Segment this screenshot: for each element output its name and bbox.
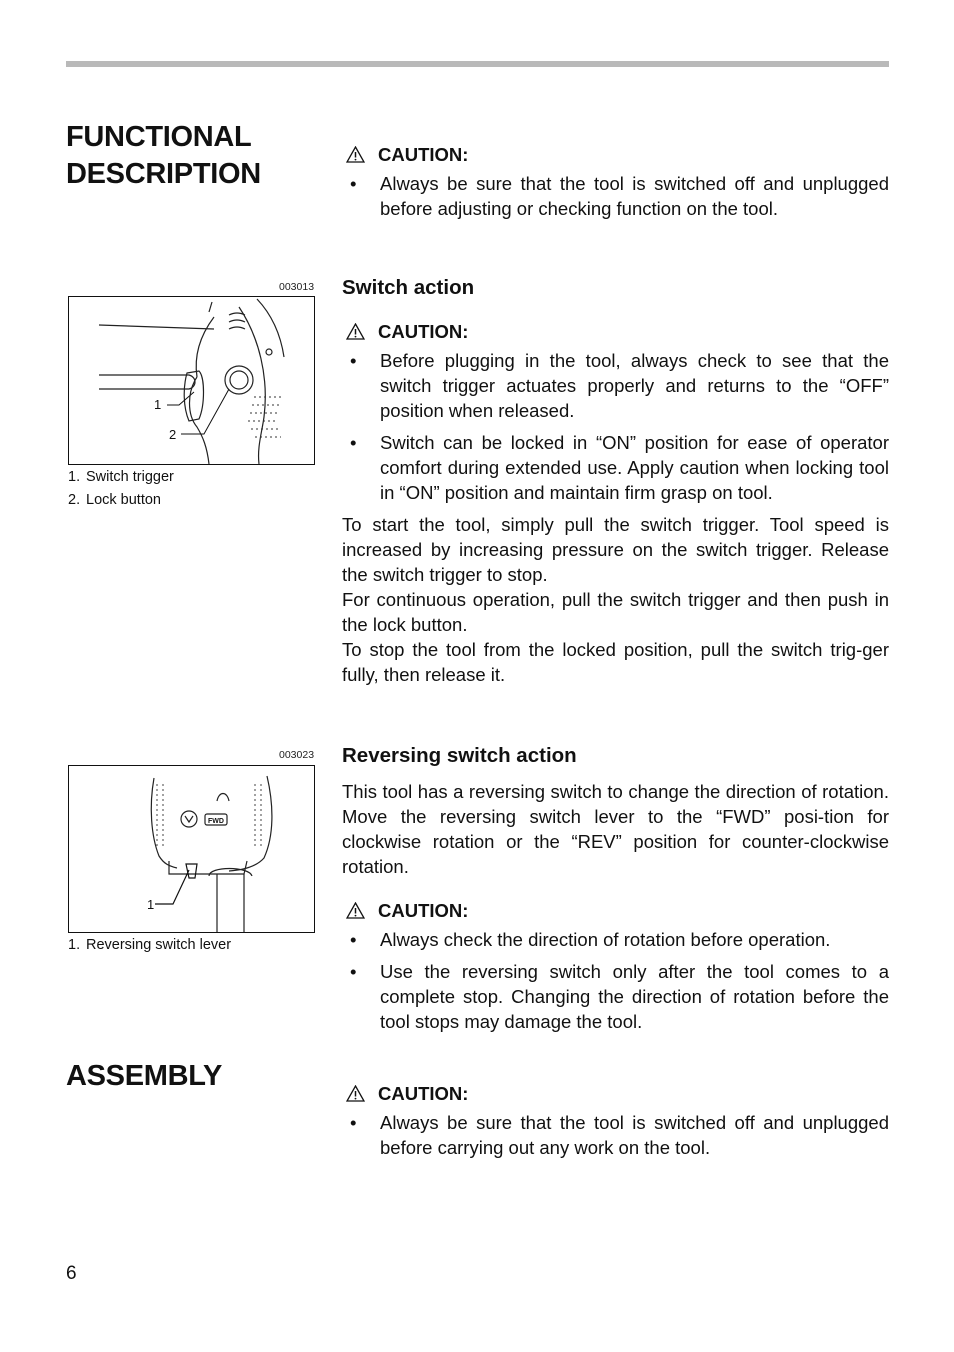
caution-block-assembly bbox=[342, 1081, 889, 1160]
caution-block-general bbox=[342, 142, 889, 221]
caption-text: Lock button bbox=[86, 492, 161, 508]
list-item: • Always be sure that the tool is switched off and unplugged before adjusting or checking function on the tool. bbox=[342, 171, 889, 221]
warning-triangle-icon bbox=[346, 902, 365, 919]
fwd-label: FWD bbox=[208, 818, 224, 825]
caution-heading bbox=[342, 142, 889, 167]
figure-captions bbox=[68, 934, 231, 957]
list-item: • Always check the direction of rotation before operation. bbox=[342, 927, 889, 952]
reversing-switch-illustration bbox=[69, 766, 314, 932]
list-item: • Always be sure that the tool is switched off and unplugged before carrying out any work on the tool. bbox=[342, 1110, 889, 1160]
list-item: • Before plugging in the tool, always check to see that the switch trigger actuates properly and returns to the “OFF” position when released. bbox=[342, 348, 889, 423]
caution-label: CAUTION: bbox=[378, 1083, 469, 1104]
subsection-heading: Switch action bbox=[342, 276, 475, 299]
caution-list bbox=[342, 348, 889, 505]
caution-label: CAUTION: bbox=[378, 144, 469, 165]
paragraph: This tool has a reversing switch to change the direction of rotation. Move the reversing switch lever to the “FWD” posi-tion for clockwise rotation or the “REV” position for counter-clockwise rotation. bbox=[342, 781, 889, 877]
caution-heading bbox=[342, 898, 889, 923]
caption-text: Switch trigger bbox=[86, 469, 174, 485]
section-title-assembly: ASSEMBLY bbox=[66, 1060, 223, 1092]
caution-list bbox=[342, 171, 889, 221]
section-title-functional-description: FUNCTIONAL DESCRIPTION bbox=[66, 121, 261, 190]
callout-1: 1 bbox=[147, 897, 155, 912]
figure-switch-trigger bbox=[68, 296, 315, 465]
body-text bbox=[342, 512, 889, 687]
caption-line: 2. Lock button bbox=[68, 492, 161, 508]
page-number: 6 bbox=[66, 1263, 77, 1284]
paragraph: To start the tool, simply pull the switch trigger. Tool speed is increased by increasing pressure on the switch trigger. Release the switch trigger to stop. bbox=[342, 514, 889, 585]
warning-triangle-icon bbox=[346, 146, 365, 163]
caution-heading bbox=[342, 319, 889, 344]
caution-list bbox=[342, 927, 889, 1034]
warning-triangle-icon bbox=[346, 323, 365, 340]
top-rule bbox=[66, 61, 889, 67]
caption-text: Reversing switch lever bbox=[86, 937, 232, 953]
caption-line: 1. Reversing switch lever bbox=[68, 937, 232, 953]
figure-code: 003013 bbox=[279, 281, 315, 293]
reversing-switch-section bbox=[342, 742, 889, 1034]
callout-2: 2 bbox=[169, 427, 177, 442]
paragraph: To stop the tool from the locked position, pull the switch trig-ger fully, then release it. bbox=[342, 639, 889, 685]
callout-1: 1 bbox=[154, 397, 162, 412]
caution-heading bbox=[342, 1081, 889, 1106]
figure-code: 003023 bbox=[279, 749, 315, 761]
figure-captions bbox=[68, 466, 174, 512]
paragraph: For continuous operation, pull the switch trigger and then push in the lock button. bbox=[342, 589, 889, 635]
caution-label: CAUTION: bbox=[378, 321, 469, 342]
caption-line: 1. Switch trigger bbox=[68, 469, 174, 485]
subsection-heading: Reversing switch action bbox=[342, 744, 577, 767]
caution-list bbox=[342, 1110, 889, 1160]
figure-reversing-switch bbox=[68, 765, 315, 933]
list-item: • Switch can be locked in “ON” position for ease of operator comfort during extended use. Apply caution when locking tool in “ON” position and maintain firm grasp on tool. bbox=[342, 430, 889, 505]
list-item: • Use the reversing switch only after the tool comes to a complete stop. Changing the direction of rotation before the tool stops may damage the tool. bbox=[342, 959, 889, 1034]
tool-switch-illustration bbox=[69, 297, 314, 464]
switch-action-section bbox=[342, 274, 889, 687]
warning-triangle-icon bbox=[346, 1085, 365, 1102]
caution-label: CAUTION: bbox=[378, 900, 469, 921]
